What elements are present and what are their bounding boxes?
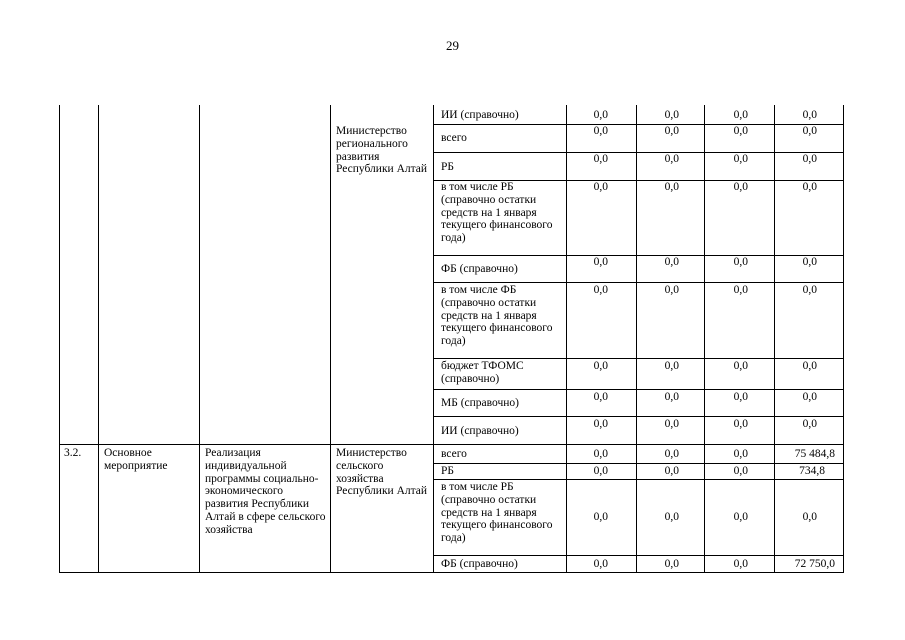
value-cell: 0,0 bbox=[802, 256, 817, 268]
table-border-col1 bbox=[98, 105, 99, 573]
value-cell: 0,0 bbox=[593, 465, 608, 477]
value-cell: 0,0 bbox=[802, 511, 817, 523]
section-divider bbox=[59, 444, 843, 445]
row-divider bbox=[433, 282, 843, 283]
row-divider bbox=[433, 358, 843, 359]
value-cell: 0,0 bbox=[733, 465, 748, 477]
value-cell: 0,0 bbox=[664, 465, 679, 477]
source-cell: ФБ (справочно) bbox=[441, 263, 518, 275]
value-cell: 0,0 bbox=[802, 391, 817, 403]
value-cell: 0,0 bbox=[593, 256, 608, 268]
value-cell: 0,0 bbox=[733, 391, 748, 403]
value-cell: 0,0 bbox=[593, 284, 608, 296]
value-cell: 0,0 bbox=[733, 418, 748, 430]
value-cell: 75 484,8 bbox=[794, 448, 835, 460]
row-divider bbox=[433, 416, 843, 417]
value-cell: 0,0 bbox=[664, 153, 679, 165]
table-border-col7 bbox=[704, 105, 705, 573]
value-cell: 72 750,0 bbox=[794, 558, 835, 570]
value-cell: 0,0 bbox=[664, 558, 679, 570]
value-cell: 0,0 bbox=[733, 448, 748, 460]
value-cell: 0,0 bbox=[733, 511, 748, 523]
value-cell: 0,0 bbox=[664, 418, 679, 430]
page-number: 29 bbox=[446, 38, 459, 53]
source-cell: в том числе ФБ (справочно остатки средств на 1 января текущего финансового года) bbox=[441, 284, 553, 348]
source-cell: всего bbox=[441, 448, 467, 460]
value-cell: 0,0 bbox=[802, 360, 817, 372]
source-cell: в том числе РБ (справочно остатки средств на 1 января текущего финансового года) bbox=[441, 181, 553, 245]
value-cell: 0,0 bbox=[733, 153, 748, 165]
source-cell: ФБ (справочно) bbox=[441, 558, 518, 570]
value-cell: 0,0 bbox=[733, 181, 748, 193]
value-cell: 0,0 bbox=[733, 558, 748, 570]
value-cell: 0,0 bbox=[593, 391, 608, 403]
value-cell: 0,0 bbox=[664, 511, 679, 523]
value-cell: 0,0 bbox=[733, 284, 748, 296]
value-cell: 0,0 bbox=[802, 284, 817, 296]
value-cell: 0,0 bbox=[593, 153, 608, 165]
source-cell: ИИ (справочно) bbox=[441, 425, 519, 437]
value-cell: 0,0 bbox=[664, 125, 679, 137]
value-cell: 0,0 bbox=[802, 181, 817, 193]
value-cell: 0,0 bbox=[593, 558, 608, 570]
value-cell: 0,0 bbox=[802, 125, 817, 137]
value-cell: 734,8 bbox=[799, 465, 825, 477]
row-divider bbox=[433, 389, 843, 390]
item-title: Реализация индивидуальной программы социально-экономического развития Республики Алтай в сфере сельского хозяйства bbox=[205, 447, 326, 536]
value-cell: 0,0 bbox=[664, 181, 679, 193]
source-cell: ИИ (справочно) bbox=[441, 109, 519, 121]
ministry-cell: Министерство регионального развития Республики Алтай bbox=[336, 125, 428, 176]
value-cell: 0,0 bbox=[802, 418, 817, 430]
table-border-right bbox=[843, 105, 844, 573]
table-border-bottom bbox=[59, 572, 843, 573]
table-border-col2 bbox=[199, 105, 200, 573]
value-cell: 0,0 bbox=[664, 256, 679, 268]
value-cell: 0,0 bbox=[593, 125, 608, 137]
value-cell: 0,0 bbox=[664, 284, 679, 296]
value-cell: 0,0 bbox=[593, 418, 608, 430]
row-divider bbox=[433, 555, 843, 556]
source-cell: РБ bbox=[441, 161, 454, 173]
value-cell: 0,0 bbox=[733, 109, 748, 121]
source-cell: бюджет ТФОМС (справочно) bbox=[441, 360, 524, 385]
table-border-col8 bbox=[774, 105, 775, 573]
value-cell: 0,0 bbox=[802, 109, 817, 121]
value-cell: 0,0 bbox=[593, 511, 608, 523]
value-cell: 0,0 bbox=[664, 109, 679, 121]
value-cell: 0,0 bbox=[593, 360, 608, 372]
item-number: 3.2. bbox=[64, 447, 82, 459]
value-cell: 0,0 bbox=[593, 448, 608, 460]
item-type: Основное мероприятие bbox=[104, 447, 168, 472]
table-border-left bbox=[59, 105, 60, 573]
ministry-cell: Министерство сельского хозяйства Республики Алтай bbox=[336, 447, 428, 498]
value-cell: 0,0 bbox=[593, 181, 608, 193]
value-cell: 0,0 bbox=[733, 256, 748, 268]
value-cell: 0,0 bbox=[664, 448, 679, 460]
value-cell: 0,0 bbox=[733, 125, 748, 137]
source-cell: РБ bbox=[441, 465, 454, 477]
table-border-col6 bbox=[636, 105, 637, 573]
value-cell: 0,0 bbox=[664, 360, 679, 372]
table-border-col5 bbox=[566, 105, 567, 573]
value-cell: 0,0 bbox=[593, 109, 608, 121]
source-cell: МБ (справочно) bbox=[441, 397, 519, 409]
value-cell: 0,0 bbox=[802, 153, 817, 165]
table-border-col4 bbox=[433, 105, 434, 573]
source-cell: всего bbox=[441, 132, 467, 144]
source-cell: в том числе РБ (справочно остатки средств на 1 января текущего финансового года) bbox=[441, 481, 553, 545]
value-cell: 0,0 bbox=[664, 391, 679, 403]
value-cell: 0,0 bbox=[733, 360, 748, 372]
row-divider bbox=[433, 479, 843, 480]
table-border-col3 bbox=[330, 105, 331, 573]
row-divider bbox=[433, 463, 843, 464]
